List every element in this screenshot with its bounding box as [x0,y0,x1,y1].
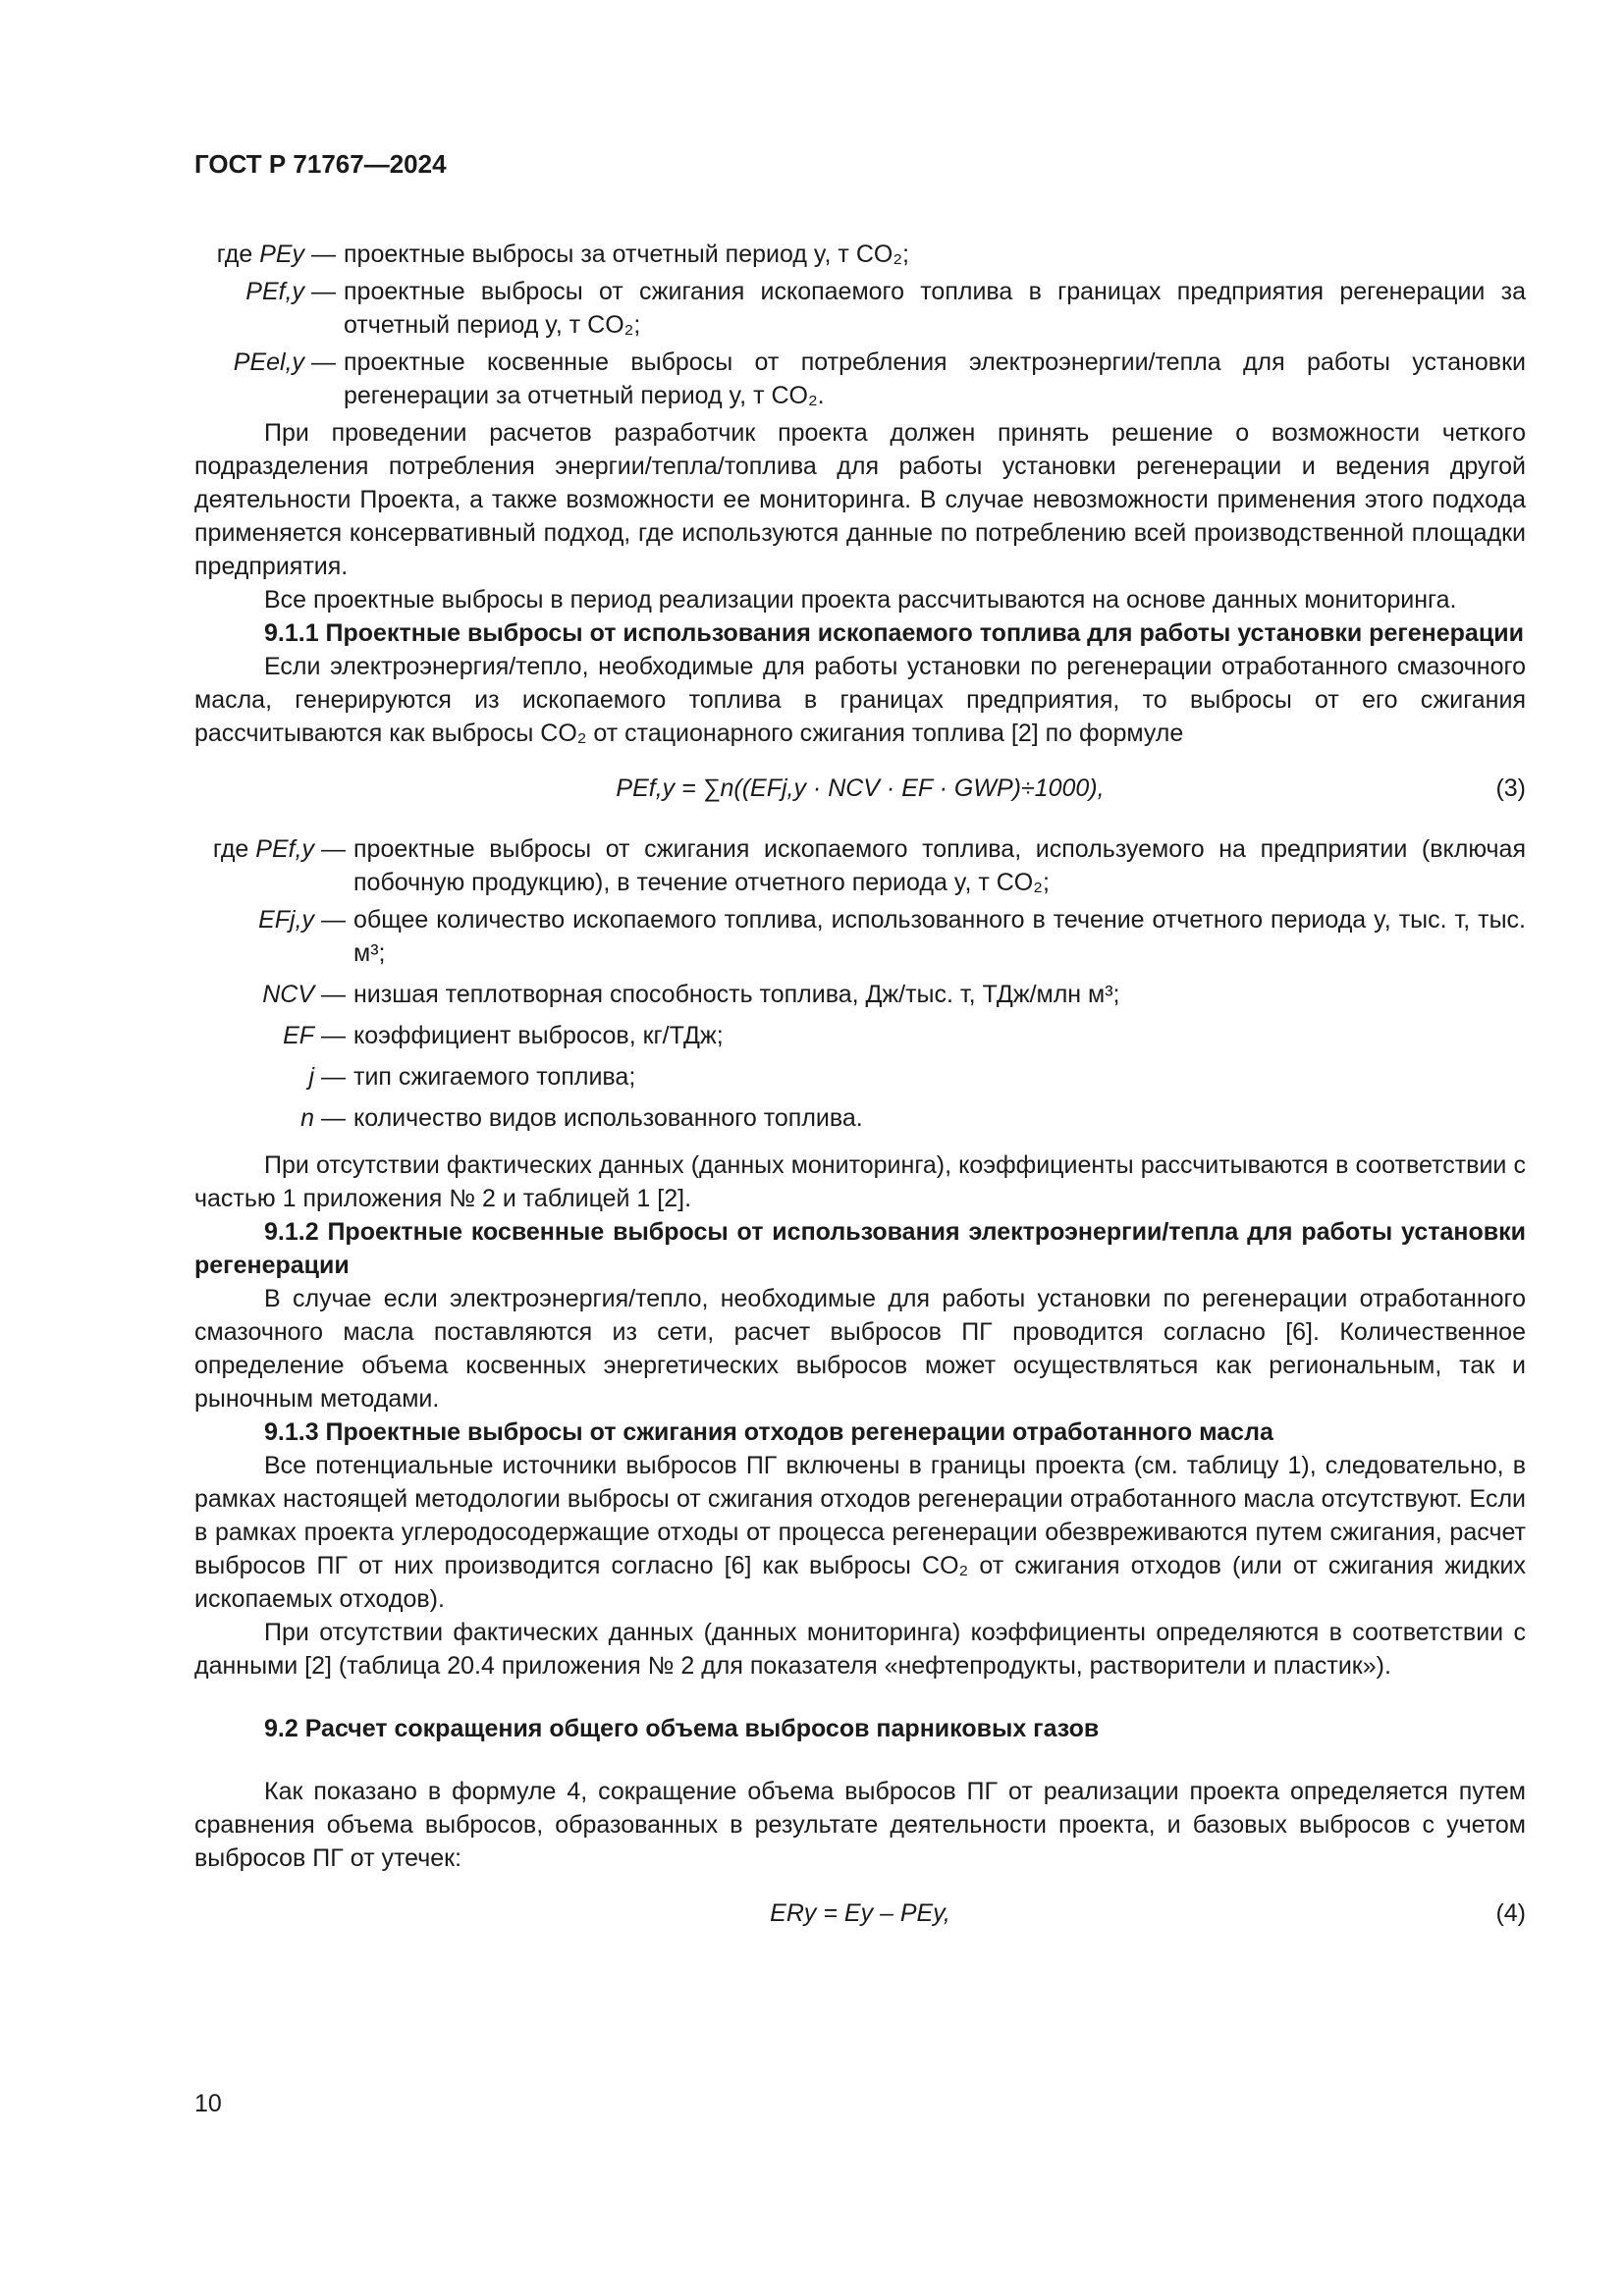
definition-row: где PEf,y — проектные выбросы от сжигания ископаемого топлива, используемого на предприятии (включая побочную продукцию), в течение отчетного периода y, т CO₂; [194,832,1526,899]
definition-text: проектные выбросы от сжигания ископаемого топлива, используемого на предприятии (включая побочную продукцию), в течение отчетного периода y, т CO₂; [353,835,1526,896]
definition-text: коэффициент выбросов, кг/ТДж; [353,1022,724,1049]
definition-row: где PEy — проектные выбросы за отчетный период y, т CO₂; [194,238,1526,271]
definition-term: PEf,y [245,278,305,305]
formula-number: (3) [1495,774,1526,802]
definition-text: количество видов использованного топлива. [353,1104,863,1132]
paragraph: Все проектные выбросы в период реализации проекта рассчитываются на основе данных мониторинга. [264,586,1457,614]
page-number: 10 [194,2090,222,2117]
definition-row: EF — коэффициент выбросов, кг/ТДж; [194,1019,1526,1052]
definition-row: n — количество видов использованного топлива. [194,1101,1526,1135]
definition-text: проектные косвенные выбросы от потребления электроэнергии/тепла для работы установки регенерации за отчетный период y, т CO₂. [344,348,1526,409]
definition-row: PEel,y — проектные косвенные выбросы от потребления электроэнергии/тепла для работы установки регенерации за отчетный период y, т CO₂. [194,346,1526,412]
paragraph: При проведении расчетов разработчик проекта должен принять решение о возможности четкого подразделения потребления энергии/тепла/топлива для работы установки регенерации и ведения другой деятельности Проекта, а также возможности ее мониторинга. В случае невозможности применения этого подхода применяется консервативный подход, где используются данные по потреблению всей производственной площадки предприятия. [194,419,1526,580]
definition-term: j [308,1063,315,1091]
definition-text: тип сжигаемого топлива; [353,1063,636,1091]
definition-term: n [300,1104,315,1132]
formula-number: (4) [1495,1899,1526,1927]
document-header: ГОСТ Р 71767—2024 [194,149,447,179]
paragraph: Если электроэнергия/тепло, необходимые для работы установки по регенерации отработанного смазочного масла, генерируются из ископаемого топлива в границах предприятия, то выбросы от его сжигания рассчитываются как выбросы CO₂ от стационарного сжигания топлива [2] по формуле [194,653,1526,747]
section-heading-9-1-3: 9.1.3 Проектные выбросы от сжигания отходов регенерации отработанного масла [264,1418,1273,1446]
paragraph: При отсутствии фактических данных (данных мониторинга) коэффициенты определяются в соответствии с данными [2] (таблица 20.4 приложения № 2 для показателя «нефтепродукты, растворители и пластик»). [194,1619,1526,1680]
definition-text: общее количество ископаемого топлива, использованного в течение отчетного периода y, тыс. т, тыс. м³; [353,906,1526,967]
definition-row: EFj,y — общее количество ископаемого топлива, использованного в течение отчетного периода y, тыс. т, тыс. м³; [194,903,1526,970]
document-page [194,147,1526,1957]
definition-text: низшая теплотворная способность топлива, Дж/тыс. т, ТДж/млн м³; [353,981,1120,1008]
definition-term: NCV [262,981,315,1008]
paragraph: В случае если электроэнергия/тепло, необходимые для работы установки по регенерации отработанного смазочного масла поставляются из сети, расчет выбросов ПГ проводится согласно [6]. Количественное определение объема косвенных энергетических выбросов может осуществляться как региональным, так и рыночным методами. [194,1285,1526,1413]
paragraph: При отсутствии фактических данных (данных мониторинга), коэффициенты рассчитываются в соответствии с частью 1 приложения № 2 и таблицей 1 [2]. [194,1151,1526,1212]
definition-row: PEf,y — проектные выбросы от сжигания ископаемого топлива в границах предприятия регенерации за отчетный период y, т CO₂; [194,275,1526,342]
section-heading-9-1-2: 9.1.2 Проектные косвенные выбросы от использования электроэнергии/тепла для работы установки регенерации [194,1218,1526,1279]
definition-term: EFj,y [258,906,315,934]
definition-row: NCV — низшая теплотворная способность топлива, Дж/тыс. т, ТДж/млн м³; [194,978,1526,1011]
definition-text: проектные выбросы за отчетный период y, т CO₂; [344,240,909,268]
definition-term: PEy [259,240,305,268]
definition-row: j — тип сжигаемого топлива; [194,1060,1526,1094]
definitions-list-1 [194,238,1526,412]
definition-lead: где [216,240,253,268]
definitions-list-2 [194,832,1526,1135]
definition-term: PEf,y [255,835,315,863]
paragraph: Как показано в формуле 4, сокращение объема выбросов ПГ от реализации проекта определяется путем сравнения объема выбросов, образованных в результате деятельности проекта, и базовых выбросов с учетом выбросов ПГ от утечек: [194,1778,1526,1872]
formula-expression: PEf,y = ∑n((EFj,y · NCV · EF · GWP)÷1000), [616,774,1105,802]
definition-text: проектные выбросы от сжигания ископаемого топлива в границах предприятия регенерации за отчетный период y, т CO₂; [344,278,1526,339]
paragraph: Все потенциальные источники выбросов ПГ включены в границы проекта (см. таблицу 1), следовательно, в рамках настоящей методологии выбросы от сжигания отходов регенерации отработанного масла отсутствуют. Если в рамках проекта углеродосодержащие отходы от процесса регенерации обезвреживаются путем сжигания, расчет выбросов ПГ от них производится согласно [6] как выбросы CO₂ от сжигания отходов (или от сжигания жидких ископаемых отходов). [194,1452,1526,1613]
definition-term: PEel,y [233,348,305,376]
definition-lead: где [212,835,249,863]
formula-4 [194,1896,1526,1936]
formula-3 [194,772,1526,811]
section-heading-9-1-1: 9.1.1 Проектные выбросы от использования ископаемого топлива для работы установки регенерации [264,619,1524,647]
section-heading-9-2: 9.2 Расчет сокращения общего объема выбросов парниковых газов [264,1715,1100,1742]
formula-expression: ERy = Ey – PEy, [770,1899,950,1927]
definition-term: EF [283,1022,315,1049]
